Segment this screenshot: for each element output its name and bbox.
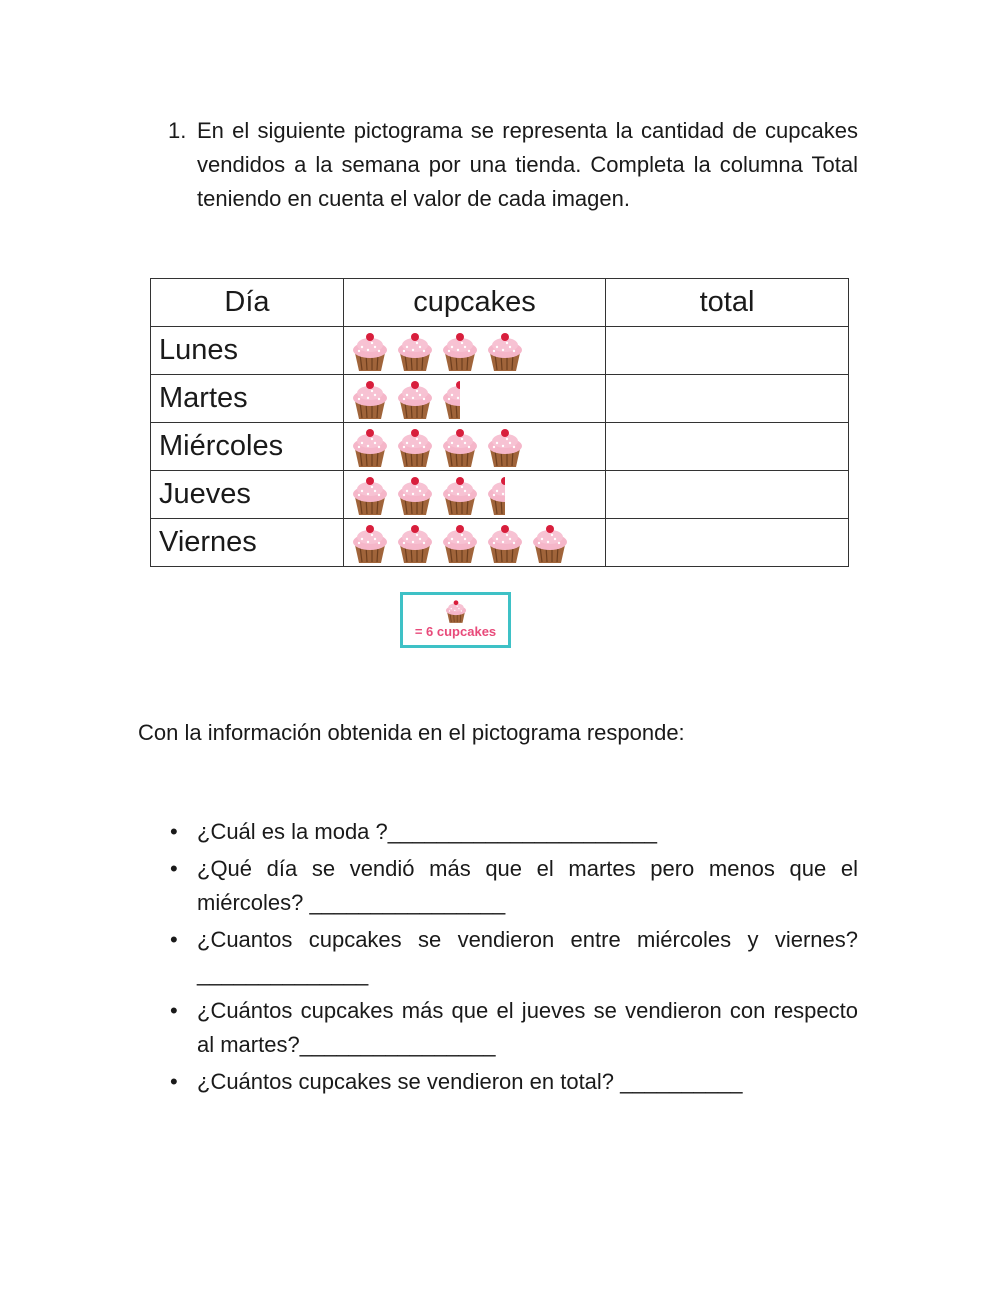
total-input-cell[interactable] <box>606 471 849 519</box>
bullet: • <box>170 927 178 952</box>
question-text: ¿Cuántos cupcakes más que el jueves se vendieron con respecto al martes?________________ <box>197 998 858 1057</box>
cupcakes-cell <box>344 423 606 471</box>
cupcake-icon <box>438 425 482 469</box>
total-input-cell[interactable] <box>606 423 849 471</box>
total-input-cell[interactable] <box>606 327 849 375</box>
cupcakes-cell <box>344 375 606 423</box>
table-row <box>151 471 849 519</box>
cupcake-icon <box>348 521 392 565</box>
instruction <box>168 114 858 216</box>
intro-text: Con la información obtenida en el pictograma responde: <box>138 720 685 745</box>
table-row <box>151 327 849 375</box>
legend-text: = 6 cupcakes <box>414 624 497 639</box>
list-item <box>168 923 858 991</box>
list-item <box>168 994 858 1062</box>
total-input-cell[interactable] <box>606 375 849 423</box>
bullet: • <box>170 998 178 1023</box>
list-item <box>168 815 858 849</box>
day-cell: Martes <box>151 375 344 423</box>
header-total: total <box>606 279 849 327</box>
day-cell: Lunes <box>151 327 344 375</box>
cupcakes-cell <box>344 471 606 519</box>
cupcake-icon <box>393 329 437 373</box>
cupcake-icon <box>393 425 437 469</box>
bullet: • <box>170 856 178 881</box>
cupcake-icon <box>393 377 437 421</box>
cupcake-icon <box>348 425 392 469</box>
cupcake-icon <box>483 329 527 373</box>
instruction-number: 1. <box>168 118 187 143</box>
cupcake-icon <box>438 329 482 373</box>
cupcake-icon <box>483 425 527 469</box>
bullet: • <box>170 1069 178 1094</box>
cupcake-icon <box>528 521 572 565</box>
cupcake-icon <box>348 377 392 421</box>
total-input-cell[interactable] <box>606 519 849 567</box>
header-cupcakes: cupcakes <box>344 279 606 327</box>
cupcake-icon <box>443 598 469 624</box>
table-row <box>151 375 849 423</box>
instruction-text: En el siguiente pictograma se representa la cantidad de cupcakes vendidos a la semana por una tienda. Completa la columna Total teniendo en cuenta el valor de cada imagen. <box>197 118 858 211</box>
cupcakes-cell <box>344 327 606 375</box>
table-header-row <box>151 279 849 327</box>
legend-key <box>400 592 511 648</box>
question-text: ¿Cuál es la moda ?______________________ <box>197 819 657 844</box>
list-item <box>168 1065 858 1099</box>
question-list <box>168 815 858 1102</box>
cupcake-icon <box>438 473 482 517</box>
header-day: Día <box>151 279 344 327</box>
table-row <box>151 519 849 567</box>
bullet: • <box>170 819 178 844</box>
cupcake-icon <box>348 473 392 517</box>
cupcake-icon <box>483 521 527 565</box>
cupcake-icon <box>438 521 482 565</box>
cupcake-icon <box>483 473 505 517</box>
question-text: ¿Qué día se vendió más que el martes pero menos que el miércoles? ________________ <box>197 856 858 915</box>
day-cell: Miércoles <box>151 423 344 471</box>
cupcake-icon <box>393 521 437 565</box>
cupcake-icon <box>438 377 460 421</box>
day-cell: Viernes <box>151 519 344 567</box>
cupcake-icon <box>393 473 437 517</box>
cupcakes-cell <box>344 519 606 567</box>
question-text: ¿Cuántos cupcakes se vendieron en total? __________ <box>197 1069 743 1094</box>
table-row <box>151 423 849 471</box>
question-text: ¿Cuantos cupcakes se vendieron entre miércoles y viernes? ______________ <box>197 927 858 986</box>
pictogram-table <box>150 278 849 567</box>
day-cell: Jueves <box>151 471 344 519</box>
list-item <box>168 852 858 920</box>
cupcake-icon <box>348 329 392 373</box>
